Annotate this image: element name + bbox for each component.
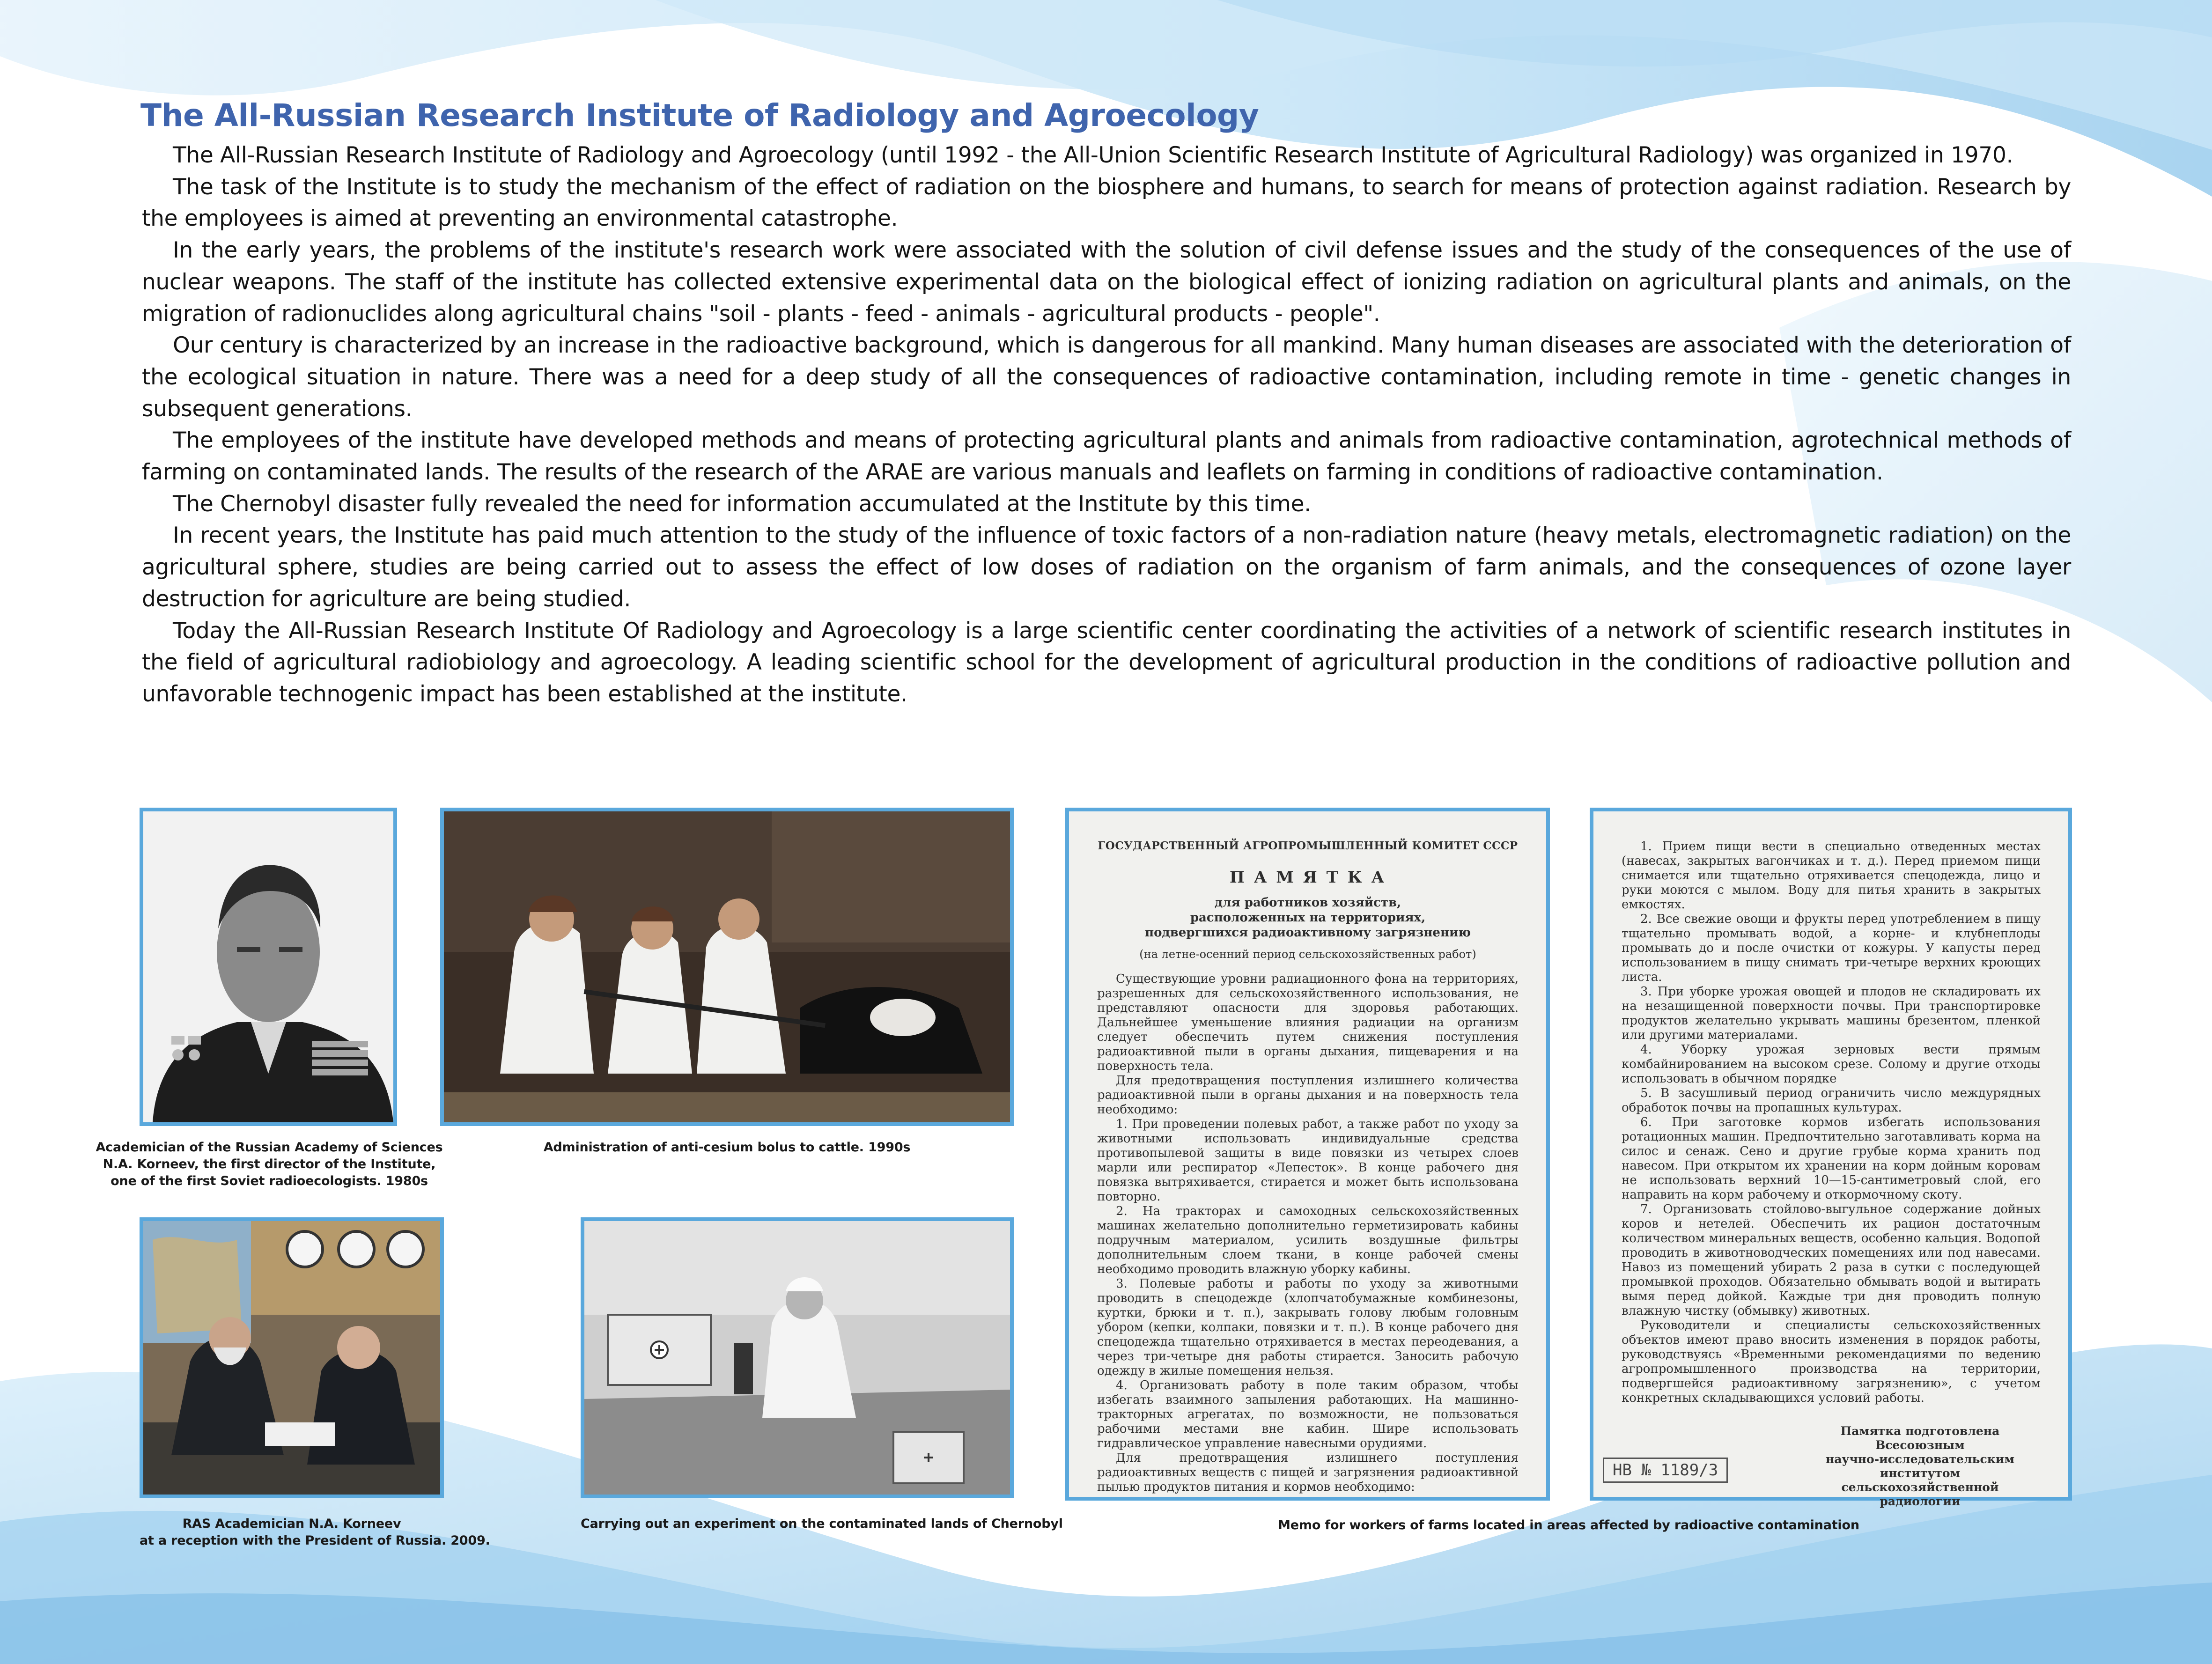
memo-paragraph: 4. Уборку урожая зерновых вести прямым комбайнированием на высоком срезе. Солому и другие отходы использовать в обычном порядке: [1622, 1043, 2041, 1086]
memo-paragraph: 1. Прием пищи вести в специально отведенных местах (навесах, закрытых вагончиках и т. д.). Перед приемом пищи снимается или тщательно отряхивается спецодежда, лицо и руки моются с мылом. Воду для питья хранить в закрытых емкостях.: [1622, 839, 2041, 912]
memo-signature-line: Памятка подготовлена Всесоюзным: [1840, 1424, 2000, 1452]
body-text: [142, 140, 2071, 710]
caption-line: Memo for workers of farms located in areas affected by radioactive contamination: [1278, 1518, 1859, 1532]
page-title: The All-Russian Research Institute of Radiology and Agroecology: [140, 97, 1259, 133]
portrait-caption: [94, 1139, 445, 1190]
memo-committee: ГОСУДАРСТВЕННЫЙ АГРОПРОМЫШЛЕННЫЙ КОМИТЕТ СССР: [1098, 839, 1518, 852]
memo-paragraph: 2. На тракторах и самоходных сельскохозяйственных машинах желательно дополнительно герметизировать кабины подручным материалом, усилить воздушные фильтры дополнительным слоем ткани, в конце рабочей смены необходимо проводить влажную уборку кабины.: [1097, 1204, 1519, 1276]
cattle-photo: [440, 808, 1014, 1126]
portrait-image: [143, 811, 393, 1122]
caption-line: one of the first Soviet radioecologists. 1980s: [111, 1174, 428, 1188]
portrait-photo: [140, 808, 397, 1126]
paragraph: The task of the Institute is to study the mechanism of the effect of radiation on the biosphere and humans, to search for means of protection against radiation. Research by the employees is aimed at preventing an environmental catastrophe.: [142, 174, 2071, 232]
memo-page-2-content: [1622, 839, 2041, 1509]
cattle-image: [444, 811, 1010, 1122]
memo-heading: П А М Я Т К А: [1229, 868, 1386, 887]
experiment-caption: [581, 1516, 1063, 1532]
memo-page-1: [1065, 808, 1550, 1501]
paragraph: The employees of the institute have developed methods and means of protecting agricultural plants and animals from radioactive contamination, agrotechnical methods of farming on contaminated lands. The results of the research of the ARAE are various manuals and leaflets on farming in conditions of radioactive contamination.: [142, 427, 2071, 486]
paragraph: Today the All-Russian Research Institute Of Radiology and Agroecology is a large scientific center coordinating the activities of a network of scientific research institutes in the field of agricultural radiobiology and agroecology. A leading scientific school for the development of agricultural production in the conditions of radioactive pollution and unfavorable technogenic impact has been established at the institute.: [142, 618, 2071, 707]
memo-paragraph: 5. В засушливый период ограничить число междурядных обработок почвы на пропашных культурах.: [1622, 1086, 2041, 1115]
caption-line: Academician of the Russian Academy of Sciences: [96, 1140, 443, 1155]
reception-caption: [140, 1516, 490, 1549]
memo-paragraph: Существующие уровни радиационного фона на территориях, разрешенных для сельскохозяйственного использования, не представляют опасности для здоровья работающих. Дальнейшее уменьшение влияния радиации на организм следует обеспечить путем снижения поступления радиоактивной пыли в органы дыхания, пищеварения и на поверхность тела.: [1097, 972, 1519, 1073]
memo-caption: [1065, 1517, 2072, 1534]
memo-page-1-content: [1097, 839, 1519, 1495]
memo-signature-line: сельскохозяйственной радиологии: [1841, 1480, 1999, 1508]
caption-line: Carrying out an experiment on the contaminated lands of Chernobyl: [581, 1517, 1063, 1531]
memo-subtitle-line: подвергшихся радиоактивному загрязнению: [1145, 926, 1471, 940]
paragraph: The All-Russian Research Institute of Radiology and Agroecology (until 1992 - the All-Union Scientific Research Institute of Agricultural Radiology) was organized in 1970.: [173, 142, 2013, 168]
memo-paragraph: Руководители и специалисты сельскохозяйственных объектов имеют право вносить изменения в порядок работы, руководствуясь «Временными рекомендациями по ведению агропромышленного производства на территории, подвергшейся радиоактивному загрязнению», с учетом конкретных складывающихся условий работы.: [1622, 1318, 2041, 1405]
caption-line: RAS Academician N.A. Korneev: [182, 1517, 401, 1531]
memo-subtitle-line: расположенных на территориях,: [1190, 911, 1426, 925]
reception-photo: [140, 1217, 444, 1498]
caption-line: Administration of anti-cesium bolus to cattle. 1990s: [543, 1140, 911, 1155]
memo-paragraph: 6. При заготовке кормов избегать использования ротационных машин. Предпочтительно заготавливать корма на силос и сенаж. Сено и другие грубые корма хранить под навесом. При открытом их хранении на корм дойным коровам не использовать верхний 10—15-сантиметровый слой, его направить на корм рабочему и откормочному скоту.: [1622, 1115, 2041, 1202]
memo-page-2: [1590, 808, 2072, 1508]
inventory-stamp: НВ № 1189/3: [1603, 1458, 1728, 1483]
memo-paragraph: 2. Все свежие овощи и фрукты перед употреблением в пищу тщательно промывать водой, а корне- и клубнеплоды промывать до и после очистки от кожуры. У капусты перед использованием в пищу снимать три-четыре верхних кроющих листа.: [1622, 912, 2041, 984]
memo-signature-line: научно-исследовательским институтом: [1825, 1452, 2015, 1480]
memo-paragraph: 3. Полевые работы и работы по уходу за животными проводить в спецодежде (хлопчатобумажные комбинезоны, куртки, брюки и т. п.), закрывать голову любым головным убором (кепки, колпаки, повязки и т. п.). В конце рабочего дня спецодежда тщательно отряхивается в местах переодевания, а через три-четыре дня работы стирается. Заносить рабочую одежду в жилые помещения нельзя.: [1097, 1277, 1519, 1378]
memo-paragraph: Для предотвращения излишнего поступления радиоактивных веществ с пищей и загрязнения радиоактивной пылью продуктов питания и кормов необходимо:: [1097, 1451, 1519, 1494]
memo-subtitle-line: для работников хозяйств,: [1214, 896, 1401, 910]
reception-image: [143, 1221, 440, 1495]
paragraph: The Chernobyl disaster fully revealed the need for information accumulated at the Institute by this time.: [173, 491, 1311, 517]
memo-signature: [1799, 1424, 2041, 1509]
memo-paragraph: 1. При проведении полевых работ, а также работ по уходу за животными использовать индивидуальные средства противопылевой защиты в виде повязки из четырех слоев марли или респиратор «Лепесток». В конце рабочего дня повязка вытряхивается, стирается и может быть использована повторно.: [1097, 1117, 1519, 1204]
experiment-image: [584, 1221, 1010, 1495]
memo-paragraph: 7. Организовать стойлово-выгульное содержание дойных коров и нетелей. Обеспечить их рацион достаточным количеством минеральных веществ, особенно кальция. Водопой проводить в животноводческих помещениях или под навесами. Навоз из помещений убирать 2 раза в сутки с последующей промывкой проходов. Обязательно обмывать водой и вытирать вымя перед дойкой. Каждые три дня проводить полную влажную чистку (обмывку) животных.: [1622, 1202, 2041, 1318]
paragraph: In recent years, the Institute has paid much attention to the study of the influence of toxic factors of a non-radiation nature (heavy metals, electromagnetic radiation) on the agricultural sphere, studies are being carried out to assess the effect of low doses of radiation on the organism of farm animals, and the consequences of ozone layer destruction for agriculture are being studied.: [142, 523, 2071, 612]
caption-line: at a reception with the President of Russia. 2009.: [140, 1533, 490, 1548]
memo-paragraph: Для предотвращения поступления излишнего количества радиоактивной пыли в органы дыхания и на поверхность тела необходимо:: [1097, 1074, 1519, 1117]
memo-subtitle: [1097, 895, 1519, 940]
memo-paragraph: 3. При уборке урожая овощей и плодов не складировать их на незащищенной поверхности почвы. При транспортировке продуктов желательно укрывать машины брезентом, пленкой или другими материалами.: [1622, 985, 2041, 1042]
memo-paragraph: 4. Организовать работу в поле таким образом, чтобы избегать взаимного запыления работающих. На машинно-тракторных агрегатах, по возможности, не пользоваться рабочими местами вне кабин. Шире использовать гидравлическое управление навесными орудиями.: [1097, 1378, 1519, 1450]
cattle-caption: [440, 1139, 1014, 1156]
caption-line: N.A. Korneev, the first director of the Institute,: [103, 1157, 436, 1171]
experiment-photo: [581, 1217, 1014, 1498]
memo-period: (на летне-осенний период сельскохозяйственных работ): [1139, 948, 1476, 961]
paragraph: In the early years, the problems of the institute's research work were associated with the solution of civil defense issues and the study of the consequences of the use of nuclear weapons. The staff of the institute has collected extensive experimental data on the biological effect of ionizing radiation on agricultural plants and animals, on the migration of radionuclides along agricultural chains "soil - plants - feed - animals - agricultural products - people".: [142, 237, 2071, 327]
paragraph: Our century is characterized by an increase in the radioactive background, which is dangerous for all mankind. Many human diseases are associated with the deterioration of the ecological situation in nature. There was a need for a deep study of all the consequences of radioactive contamination, including remote in time - genetic changes in subsequent generations.: [142, 332, 2071, 422]
